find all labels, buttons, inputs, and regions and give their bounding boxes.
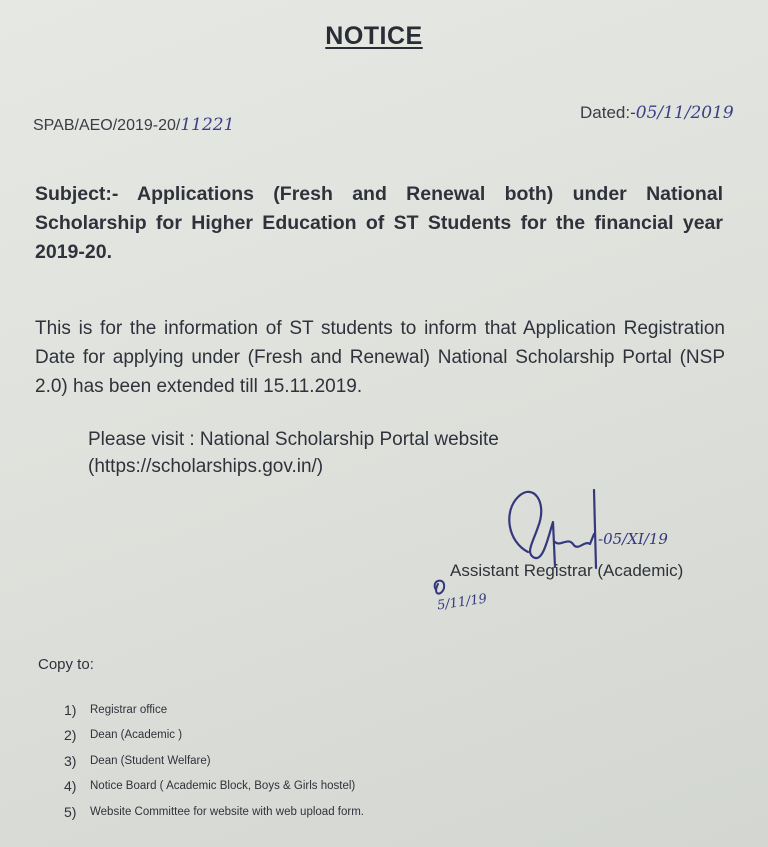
copy-to-item: 3) Dean (Student Welfare) bbox=[64, 752, 211, 769]
reference-number-handwritten: 11221 bbox=[180, 115, 235, 135]
copy-to-label: Copy to: bbox=[38, 656, 94, 673]
designation: Assistant Registrar (Academic) bbox=[450, 561, 684, 580]
visit-url: (https://scholarships.gov.in/) bbox=[88, 456, 324, 477]
copy-to-item: 5) Website Committee for website with web upload form. bbox=[64, 803, 364, 820]
reference-number bbox=[33, 115, 234, 135]
copy-to-item: 2) Dean (Academic ) bbox=[64, 727, 183, 744]
dated-value-handwritten: 05/11/2019 bbox=[635, 103, 734, 123]
dated-label: Dated:- bbox=[580, 103, 636, 122]
visit-line: Please visit : National Scholarship Portal website bbox=[88, 429, 499, 450]
initials-date-handwritten: 5/11/19 bbox=[436, 591, 488, 614]
reference-prefix: SPAB/AEO/2019-20/ bbox=[33, 117, 181, 134]
copy-to-list bbox=[64, 697, 364, 825]
notice-title: NOTICE bbox=[325, 22, 423, 50]
body-paragraph: This is for the information of ST students to inform that Application Registration Date for applying under (Fresh and Renewal) National Scholarship Portal (NSP 2.0) has been extended till 15.11.2019. bbox=[35, 318, 725, 397]
dated-field bbox=[580, 103, 734, 123]
signature-date-handwritten: -05/XI/19 bbox=[598, 530, 668, 548]
copy-to-item: 1) Registrar office bbox=[64, 701, 168, 718]
signature-scribble bbox=[498, 482, 698, 572]
copy-to-item: 4) Notice Board ( Academic Block, Boys & Girls hostel) bbox=[64, 778, 356, 795]
subject-paragraph: Subject:- Applications (Fresh and Renewal both) under National Scholarship for Higher Education of ST Students for the financial year 2019-20. bbox=[35, 183, 723, 263]
visit-paragraph bbox=[88, 426, 608, 480]
